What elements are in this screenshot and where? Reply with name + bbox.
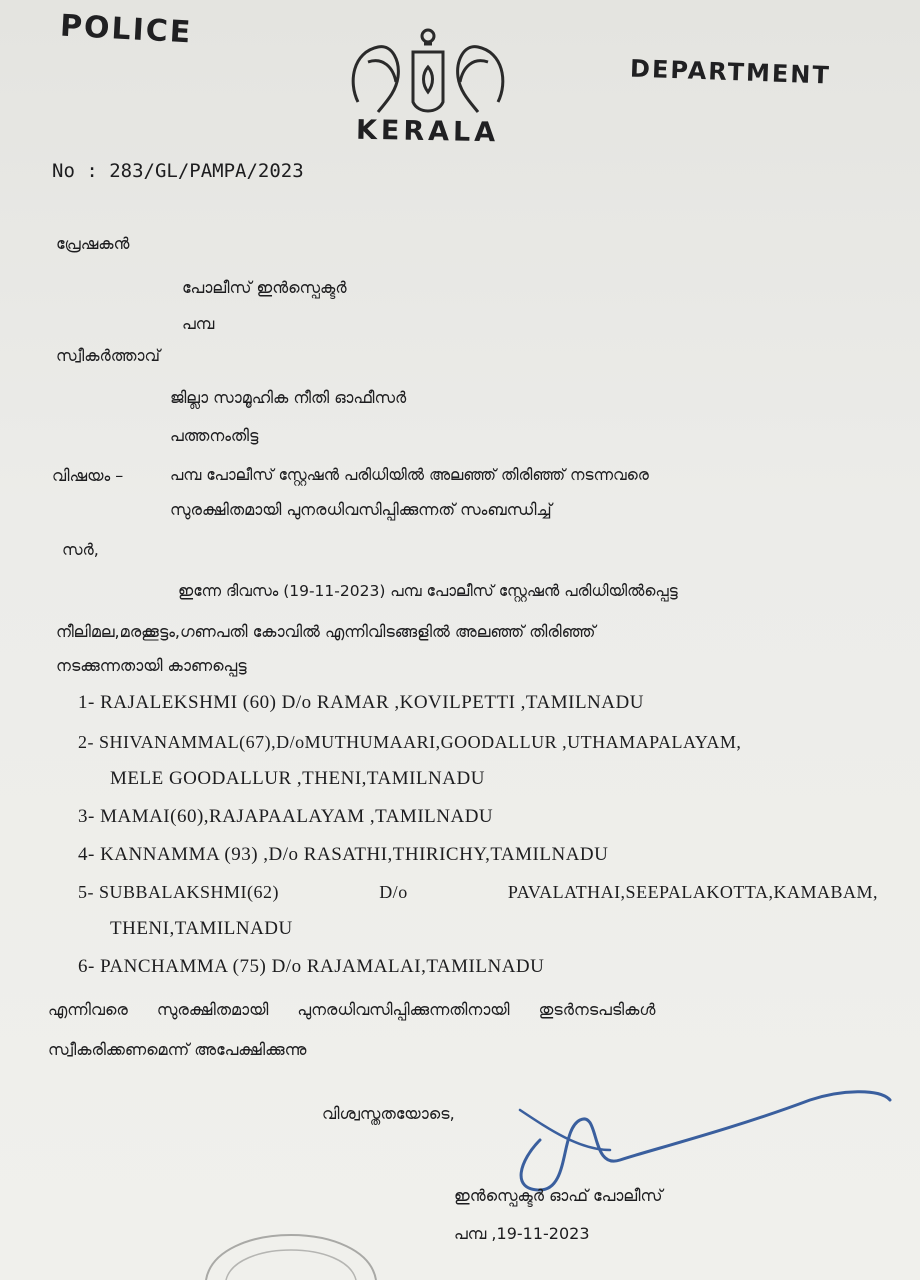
- body-line-1: ഇന്നേ ദിവസം (19-11-2023) പമ്പ പോലീസ് സ്റ്റേഷൻ പരിധിയിൽപ്പെട്ട: [178, 582, 678, 600]
- person-name: SUBBALAKSHMI(62): [99, 882, 280, 902]
- person-5: [78, 882, 878, 903]
- person-relation: D/o: [379, 882, 408, 902]
- person-2: [78, 732, 741, 753]
- to-label: സ്വീകർത്താവ്: [56, 346, 160, 365]
- body-line-2: [56, 622, 864, 642]
- person-number: 5-: [78, 882, 94, 902]
- person-number: 3-: [78, 806, 95, 827]
- subject-line-1: പമ്പ പോലീസ് സ്റ്റേഷൻ പരിധിയിൽ അലഞ്ഞ് തിരിഞ്ഞ് നടന്നവരെ: [170, 466, 649, 484]
- person-1: [78, 692, 644, 714]
- person-5-head: [78, 882, 279, 903]
- letterhead-police: POLICE: [59, 8, 194, 51]
- request-line-1: എന്നിവരെ സുരക്ഷിതമായി പുനരധിവസിപ്പിക്കുന്നതിനായി തുടർനടപടികൾ: [48, 1000, 656, 1019]
- person-number: 1-: [78, 692, 95, 713]
- letterhead-department: DEPARTMENT: [629, 54, 832, 90]
- to-line-1: ജില്ലാ സാമൂഹിക നീതി ഓഫീസർ: [170, 388, 407, 407]
- kerala-state-emblem-icon: [338, 22, 518, 122]
- to-line-2: പത്തനംതിട്ട: [170, 426, 259, 445]
- person-number: 6-: [78, 956, 95, 977]
- person-4: [78, 844, 608, 866]
- salutation: സർ,: [62, 540, 99, 559]
- from-line-2: പമ്പ: [182, 314, 215, 333]
- person-details: KANNAMMA (93) ,D/o RASATHI,THIRICHY,TAMILNADU: [100, 844, 609, 865]
- closing: വിശ്വസ്തതയോടെ,: [322, 1104, 455, 1123]
- person-6: [78, 956, 544, 978]
- from-label: പ്രേഷകൻ: [56, 234, 130, 253]
- letterhead-kerala: KERALA: [355, 114, 500, 149]
- request-line-2: സ്വീകരിക്കണമെന്ന് അപേക്ഷിക്കുന്നു: [48, 1040, 307, 1059]
- person-details: MAMAI(60),RAJAPAALAYAM ,TAMILNADU: [100, 806, 494, 827]
- body-line-3: നടക്കുന്നതായി കാണപ്പെട്ട: [56, 656, 247, 675]
- reference-value: 283/GL/PAMPA/2023: [109, 160, 304, 182]
- person-details: RAJALEKSHMI (60) D/o RAMAR ,KOVILPETTI ,TAMILNADU: [100, 692, 644, 713]
- person-details: PANCHAMMA (75) D/o RAJAMALAI,TAMILNADU: [100, 956, 545, 977]
- signatory-designation: ഇൻസ്പെക്ടർ ഓഫ് പോലീസ്: [454, 1186, 663, 1205]
- person-number: 4-: [78, 844, 95, 865]
- person-number: 2-: [78, 732, 94, 752]
- person-2-line-2: MELE GOODALLUR ,THENI,TAMILNADU: [110, 768, 485, 789]
- signatory-place-date: പമ്പ ,19-11-2023: [454, 1224, 590, 1243]
- subject-label: വിഷയം –: [52, 466, 124, 485]
- person-5-line-2: THENI,TAMILNADU: [110, 918, 293, 939]
- person-3: [78, 806, 493, 828]
- subject-line-2: സുരക്ഷിതമായി പുനരധിവസിപ്പിക്കുന്നത് സംബന്ധിച്ച്: [170, 500, 552, 519]
- reference-label: No :: [52, 160, 98, 182]
- reference-number: [52, 160, 304, 182]
- person-details: PAVALATHAI,SEEPALAKOTTA,KAMABAM,: [507, 882, 878, 902]
- body-line-2-text: നീലിമല,മരക്കൂട്ടം,ഗണപതി കോവിൽ എന്നിവിടങ്ങളിൽ അലഞ്ഞ് തിരിഞ്ഞ്: [56, 622, 596, 641]
- from-line-1: പോലീസ് ഇൻസ്പെക്ടർ: [182, 278, 347, 297]
- office-seal-stamp: [196, 1200, 386, 1280]
- person-details: SHIVANAMMAL(67),D/oMUTHUMAARI,GOODALLUR ,UTHAMAPALAYAM,: [99, 732, 742, 752]
